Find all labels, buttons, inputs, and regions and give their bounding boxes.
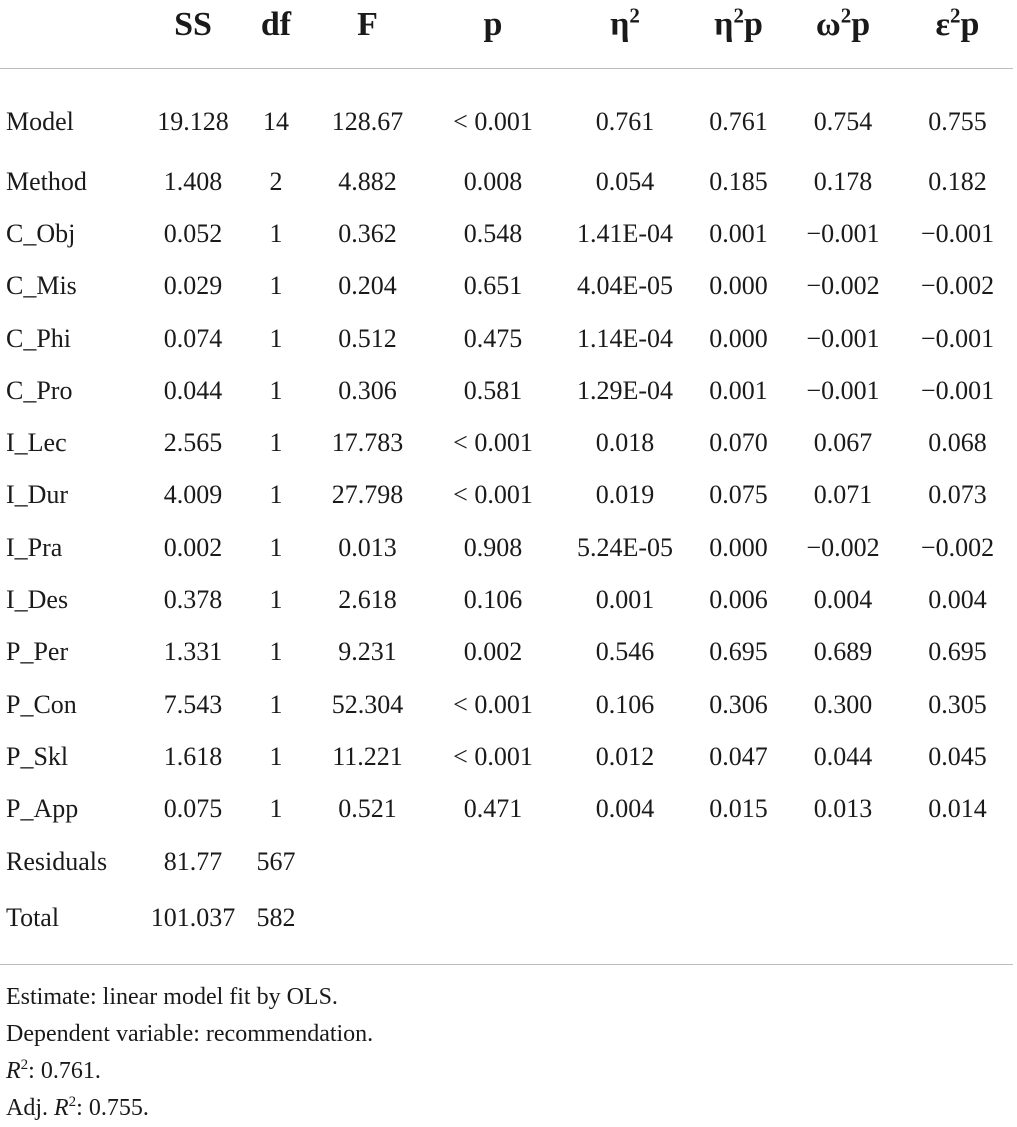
table-row (0, 835, 1013, 887)
column-header-7 (784, 0, 902, 68)
table-cell: 0.651 (463, 271, 523, 301)
table-row (0, 469, 1013, 521)
table-cell: 5.24E-05 (576, 532, 674, 562)
row-label: I_Dur (6, 480, 69, 510)
table-cell: 0.054 (595, 166, 655, 196)
table-cell: 1 (269, 637, 283, 667)
table-cell: 0.512 (338, 323, 397, 353)
table-row (0, 365, 1013, 417)
table-cell: 0.000 (709, 271, 768, 301)
table-cell: 0.305 (928, 689, 987, 719)
table-cell: 0.013 (338, 532, 397, 562)
table-cell: 0.045 (928, 741, 987, 771)
column-header-symbol: p (483, 5, 503, 43)
table-cell (557, 835, 693, 887)
table-cell: 81.77 (163, 846, 223, 876)
table-cell (902, 835, 1013, 887)
table-row (0, 888, 1013, 964)
table-cell: 1.29E-04 (576, 375, 674, 405)
table-cell: 1.41E-04 (576, 218, 674, 248)
table-cell: 128.67 (331, 107, 404, 136)
table-cell: 0.378 (163, 585, 223, 615)
table-cell: 1 (269, 741, 283, 771)
table-cell: 0.204 (338, 271, 397, 301)
table-cell: −0.002 (920, 271, 995, 301)
row-label: Model (6, 107, 74, 136)
table-cell: 1 (269, 480, 283, 510)
table-cell: 0.013 (813, 794, 873, 824)
table-cell: < 0.001 (453, 107, 533, 136)
table-cell: 0.306 (709, 689, 768, 719)
table-cell: 0.002 (163, 532, 223, 562)
column-header-symbol: df (260, 5, 292, 43)
adj-r-squared-symbol: R (54, 1094, 69, 1121)
table-cell: −0.001 (920, 218, 995, 248)
table-row (0, 626, 1013, 678)
table-cell: 0.071 (813, 480, 873, 510)
adj-r-squared-exponent: 2 (68, 1093, 77, 1110)
table-cell: 0.044 (163, 375, 223, 405)
r-squared-value: : 0.761. (28, 1057, 101, 1084)
table-cell: 0.002 (463, 637, 523, 667)
table-cell: 0.052 (163, 218, 223, 248)
table-cell: −0.001 (806, 323, 880, 353)
r-squared-symbol: R (6, 1057, 21, 1084)
table-cell: 0.006 (709, 585, 768, 615)
column-header-2 (246, 0, 306, 68)
table-cell: 52.304 (331, 689, 404, 719)
row-label: Method (6, 166, 87, 196)
table-cell: 1 (269, 375, 283, 405)
table-cell: −0.001 (920, 375, 995, 405)
table-cell: 0.475 (463, 323, 523, 353)
table-cell: 1 (269, 218, 283, 248)
table-cell: 0.471 (463, 794, 523, 824)
note-dependent-variable: Dependent variable: recommendation. (6, 1020, 374, 1047)
table-cell: 0.004 (595, 794, 655, 824)
adj-r-squared-value: : 0.755. (76, 1094, 149, 1121)
table-cell: 0.362 (338, 218, 397, 248)
table-cell: 0.000 (709, 532, 768, 562)
table-cell (693, 888, 784, 964)
row-label: C_Phi (6, 323, 72, 353)
table-cell: −0.001 (806, 218, 880, 248)
table-cell: 19.128 (157, 107, 229, 136)
table-cell: 0.178 (813, 166, 873, 196)
table-cell: 1 (269, 689, 283, 719)
table-body (0, 68, 1013, 964)
note-estimate: Estimate: linear model fit by OLS. (6, 983, 338, 1010)
table-cell: 0.015 (709, 794, 768, 824)
table-cell: < 0.001 (453, 741, 533, 771)
table-cell: 0.185 (709, 166, 768, 196)
column-header-exponent: 2 (733, 3, 744, 28)
row-label: I_Lec (6, 428, 67, 458)
table-cell (557, 888, 693, 964)
row-label: C_Pro (6, 375, 73, 405)
table-row (0, 417, 1013, 469)
table-cell: 0.306 (338, 375, 397, 405)
table-cell: 0.182 (928, 166, 987, 196)
table-cell: 1 (269, 428, 283, 458)
table-cell: 0.001 (709, 375, 768, 405)
r-squared-exponent: 2 (20, 1056, 29, 1073)
table-cell: 1.331 (163, 637, 223, 667)
table-cell: 14 (263, 107, 289, 136)
column-header-3 (306, 0, 429, 68)
table-cell: 0.004 (813, 585, 873, 615)
table-cell: 0.000 (709, 323, 768, 353)
table-cell: 0.073 (928, 480, 987, 510)
table-header-row (0, 0, 1013, 68)
row-label: C_Mis (6, 271, 77, 301)
table-row (0, 68, 1013, 156)
table-row (0, 312, 1013, 364)
column-header-exponent: 2 (629, 3, 640, 28)
column-header-exponent: 2 (950, 3, 961, 28)
table-cell: 0.546 (595, 637, 655, 667)
table-cell: 1 (269, 323, 283, 353)
table-cell: 27.798 (331, 480, 404, 510)
table-cell: 2 (269, 166, 283, 196)
table-cell: −0.002 (920, 532, 995, 562)
table-cell: 0.008 (463, 166, 523, 196)
table-cell: 0.754 (813, 107, 873, 136)
column-header-symbol: SS (174, 5, 212, 43)
row-label: P_Per (6, 637, 69, 667)
column-header-1 (140, 0, 246, 68)
table-cell: 0.075 (709, 480, 768, 510)
column-header-symbol: F (357, 5, 378, 43)
table-row (0, 574, 1013, 626)
table-cell: 4.04E-05 (576, 271, 674, 301)
table-row (0, 522, 1013, 574)
table-cell: 0.908 (463, 532, 523, 562)
table-cell: 0.074 (163, 323, 223, 353)
row-label: Residuals (6, 846, 108, 876)
table-cell (306, 888, 429, 964)
table-cell: 0.018 (595, 428, 655, 458)
table-row (0, 260, 1013, 312)
table-cell: −0.002 (806, 532, 880, 562)
column-header-0 (0, 0, 140, 68)
table-cell: 582 (256, 902, 296, 932)
table-row (0, 678, 1013, 730)
table-cell: 1.618 (163, 741, 223, 771)
table-cell (784, 835, 902, 887)
column-header-suffix: p (960, 5, 980, 43)
table-cell: 0.047 (709, 741, 768, 771)
table-cell: 1 (269, 794, 283, 824)
table-cell: 11.221 (332, 741, 403, 771)
table-cell: 1.14E-04 (576, 323, 674, 353)
table-cell: 1.408 (163, 166, 223, 196)
column-header-8 (902, 0, 1013, 68)
table-cell: 0.581 (463, 375, 523, 405)
table-cell: 0.014 (928, 794, 987, 824)
row-label: I_Pra (6, 532, 63, 562)
table-cell: 1 (269, 585, 283, 615)
table-cell: 0.300 (813, 689, 873, 719)
table-cell: 0.761 (595, 107, 655, 136)
column-header-symbol: ε (935, 5, 951, 43)
table-cell: 0.695 (709, 637, 768, 667)
table-cell: 0.070 (709, 428, 768, 458)
table-cell: 567 (256, 846, 296, 876)
table-cell: < 0.001 (453, 480, 533, 510)
table-cell: 0.019 (595, 480, 655, 510)
table-cell: 4.009 (163, 480, 223, 510)
row-label: I_Des (6, 585, 69, 615)
table-cell: 0.106 (463, 585, 523, 615)
table-row (0, 208, 1013, 260)
table-cell: −0.001 (920, 323, 995, 353)
column-header-symbol: η (714, 5, 734, 43)
row-label: P_App (6, 794, 79, 824)
table-cell: 0.755 (928, 107, 987, 136)
table-cell: 0.029 (163, 271, 223, 301)
table-row (0, 156, 1013, 208)
table-cell: 0.761 (709, 107, 768, 136)
table-cell (784, 888, 902, 964)
column-header-4 (429, 0, 557, 68)
table-cell: 0.075 (163, 794, 223, 824)
table-cell: 0.695 (928, 637, 987, 667)
table-cell: 0.106 (595, 689, 655, 719)
table-cell: 0.004 (928, 585, 987, 615)
table-cell: 0.012 (595, 741, 655, 771)
note-r-squared (6, 1053, 1017, 1090)
table-cell: 1 (269, 532, 283, 562)
column-header-suffix: p (743, 5, 763, 43)
column-header-6 (693, 0, 784, 68)
table-cell: 0.067 (813, 428, 873, 458)
table-cell: 0.044 (813, 741, 873, 771)
table-cell: 0.548 (463, 218, 523, 248)
table-cell: 0.689 (813, 637, 873, 667)
table-cell: 7.543 (163, 689, 223, 719)
column-header-symbol: ω (815, 5, 841, 43)
note-adjusted-r-squared (6, 1090, 1017, 1127)
row-label: C_Obj (6, 218, 76, 248)
table-cell: 0.001 (709, 218, 768, 248)
table-notes (0, 965, 1017, 1127)
adj-prefix: Adj. (6, 1094, 54, 1121)
column-header-exponent: 2 (840, 3, 852, 28)
table-cell: 0.001 (595, 585, 655, 615)
row-label: P_Skl (6, 741, 69, 771)
column-header-suffix: p (851, 5, 871, 43)
table-cell: 17.783 (331, 428, 404, 458)
row-label: P_Con (6, 689, 77, 719)
table-cell: 1 (269, 271, 283, 301)
table-cell: 101.037 (150, 902, 236, 932)
table-cell: −0.001 (806, 375, 880, 405)
table-row (0, 783, 1013, 835)
table-cell (693, 835, 784, 887)
table-cell (429, 888, 557, 964)
table-cell (429, 835, 557, 887)
table-cell: −0.002 (806, 271, 880, 301)
table-cell: 0.068 (928, 428, 987, 458)
column-header-symbol: η (610, 5, 630, 43)
table-cell: 0.521 (338, 794, 397, 824)
table-cell: 2.565 (163, 428, 223, 458)
row-label: Total (6, 902, 60, 932)
table-cell (902, 888, 1013, 964)
table-cell: 4.882 (338, 166, 397, 196)
table-cell (306, 835, 429, 887)
column-header-5 (557, 0, 693, 68)
table-cell: 9.231 (338, 637, 397, 667)
table-cell: < 0.001 (453, 428, 533, 458)
table-cell: 2.618 (338, 585, 397, 615)
table-cell: < 0.001 (453, 689, 533, 719)
table-row (0, 731, 1013, 783)
